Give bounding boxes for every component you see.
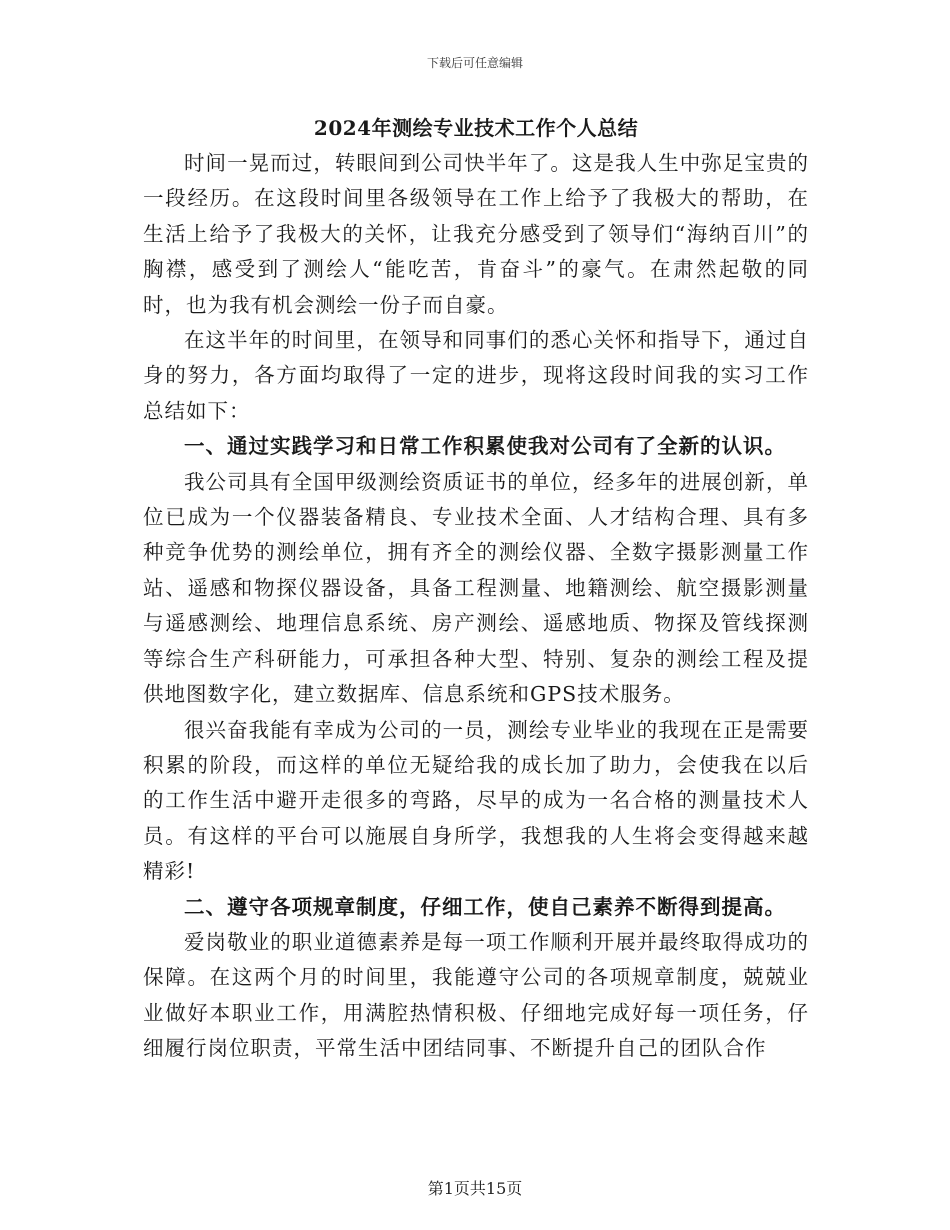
- paragraph-summary-lead: 在这半年的时间里，在领导和同事们的悉心关怀和指导下，通过自身的努力，各方面均取得了一定的进步，现将这段时间我的实习工作总结如下：: [143, 328, 809, 423]
- section-heading-2: 二、遵守各项规章制度，仔细工作，使自己素养不断得到提高。: [184, 894, 786, 919]
- document-title: 2024年测绘专业技术工作个人总结: [313, 116, 639, 140]
- section-heading-1: 一、通过实践学习和日常工作积累使我对公司有了全新的认识。: [184, 434, 786, 459]
- paragraph-personal-growth: 很兴奋我能有幸成为公司的一员，测绘专业毕业的我现在正是需要积累的阶段，而这样的单位无疑给我的成长加了助力，会使我在以后的工作生活中避开走很多的弯路，尽早的成为一名合格的测量技术人员。有这样的平台可以施展自身所学，我想我的人生将会变得越来越精彩!: [143, 717, 809, 884]
- header-note: 下载后可任意编辑: [426, 56, 523, 70]
- paragraph-work-ethic: 爱岗敬业的职业道德素养是每一项工作顺利开展并最终取得成功的保障。在这两个月的时间里，我能遵守公司的各项规章制度，兢兢业业做好本职业工作，用满腔热情积极、仔细地完成好每一项任务，仔细履行岗位职责，平常生活中团结同事、不断提升自己的团队合作: [143, 929, 809, 1061]
- page-number: 第1页共15页: [427, 1179, 523, 1198]
- document-body: [143, 112, 809, 1067]
- paragraph-intro: 时间一晃而过，转眼间到公司快半年了。这是我人生中弥足宝贵的一段经历。在这段时间里各级领导在工作上给予了我极大的帮助，在生活上给予了我极大的关怀，让我充分感受到了领导们“海纳百川”的胸襟，感受到了测绘人“能吃苦，肯奋斗”的豪气。在肃然起敬的同时，也为我有机会测绘一份子而自豪。: [143, 151, 809, 317]
- paragraph-company-intro: 我公司具有全国甲级测绘资质证书的单位，经多年的进展创新，单位已成为一个仪器装备精良、专业技术全面、人才结构合理、具有多种竞争优势的测绘单位，拥有齐全的测绘仪器、全数字摄影测量工作站、遥感和物探仪器设备，具备工程测量、地籍测绘、航空摄影测量与遥感测绘、地理信息系统、房产测绘、遥感地质、物探及管线探测等综合生产科研能力，可承担各种大型、特别、复杂的测绘工程及提供地图数字化，建立数据库、信息系统和GPS技术服务。: [143, 469, 809, 707]
